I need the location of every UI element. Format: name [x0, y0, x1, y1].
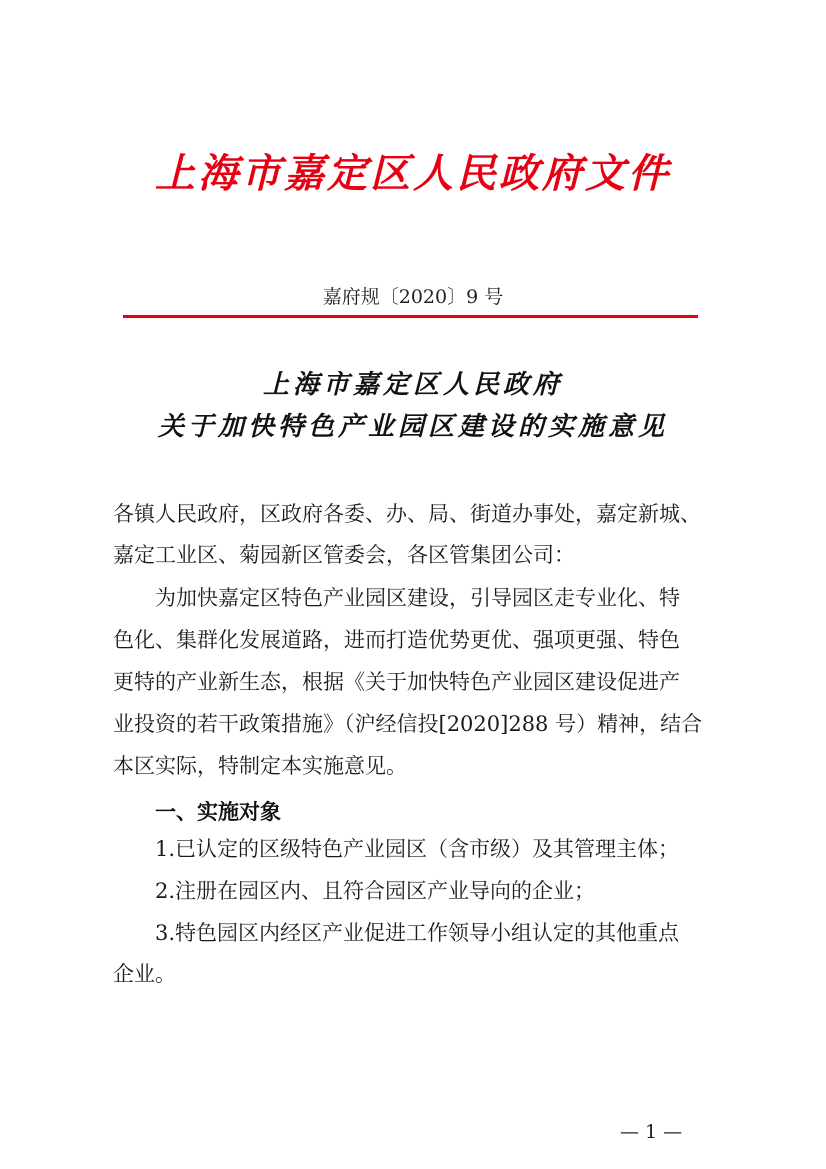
intro-line-3: 更特的产业新生态，根据《关于加快特色产业园区建设促进产 — [113, 670, 680, 694]
section-1-item-3-continued: 企业。 — [113, 962, 176, 986]
addressee-line-2: 嘉定工业区、菊园新区管委会，各区管集团公司： — [113, 543, 575, 567]
intro-line-5: 本区实际，特制定本实施意见。 — [113, 754, 407, 778]
intro-line-1: 为加快嘉定区特色产业园区建设，引导园区走专业化、特 — [155, 586, 680, 610]
section-1-heading: 一、实施对象 — [155, 800, 281, 824]
addressee-line-1: 各镇人民政府，区政府各委、办、局、街道办事处，嘉定新城、 — [113, 502, 701, 526]
red-divider-rule — [123, 315, 698, 318]
page-number: — 1 — — [620, 1121, 683, 1143]
document-header-title: 上海市嘉定区人民政府文件 — [155, 150, 671, 197]
section-1-item-2: 2.注册在园区内、且符合园区产业导向的企业； — [155, 879, 596, 903]
section-1-item-1: 1.已认定的区级特色产业园区（含市级）及其管理主体； — [155, 837, 680, 861]
section-1-item-3: 3.特色园区内经区产业促进工作领导小组认定的其他重点 — [155, 921, 680, 945]
document-number: 嘉府规〔2020〕9 号 — [322, 286, 504, 308]
intro-line-2: 色化、集群化发展道路，进而打造优势更优、强项更强、特色 — [113, 628, 680, 652]
document-title-line-1: 上海市嘉定区人民政府 — [262, 370, 563, 400]
intro-line-4: 业投资的若干政策措施》（沪经信投[2020]288 号）精神，结合 — [113, 712, 703, 736]
document-title-line-2: 关于加快特色产业园区建设的实施意见 — [157, 412, 668, 442]
